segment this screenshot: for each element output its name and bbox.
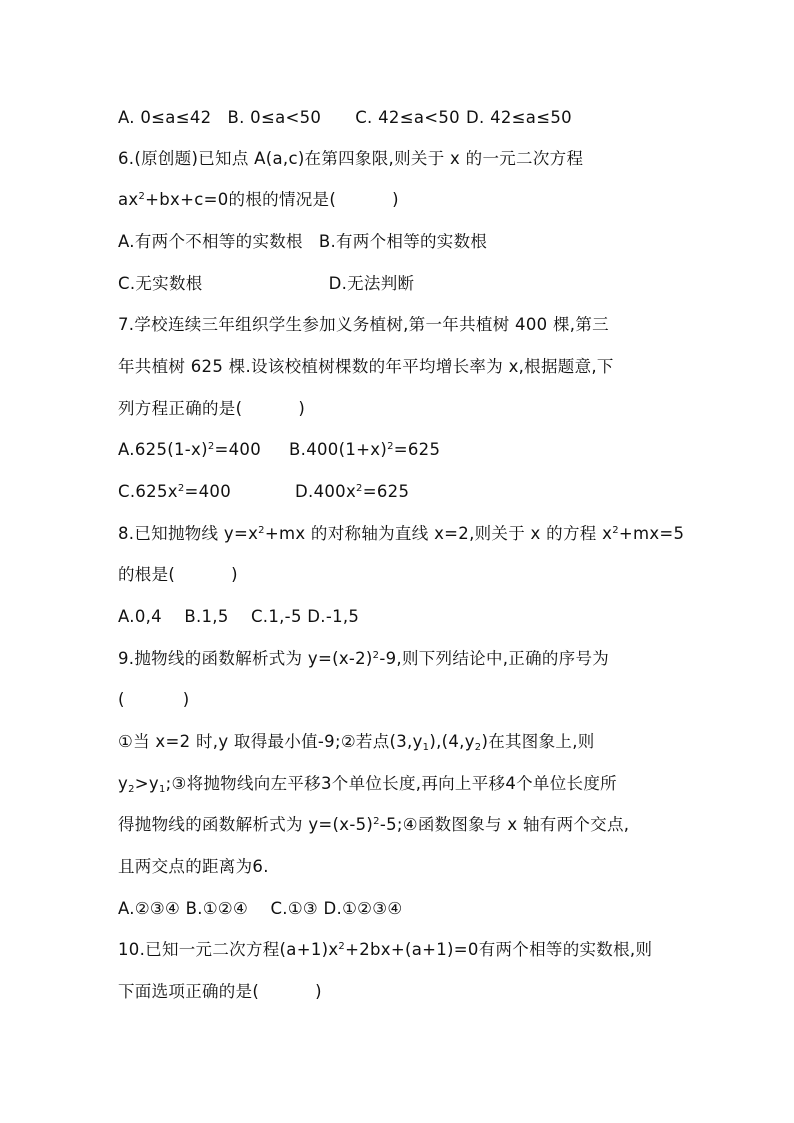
q7-option-d — [295, 482, 409, 501]
q7-line-1: 7.学校连续三年组织学生参加义务植树,第一年共植树 400 棵,第三 — [118, 315, 609, 334]
q8-exponent: 2 — [258, 525, 265, 536]
q9-subscript: 1 — [158, 784, 166, 795]
q10-exponent: 2 — [338, 941, 346, 952]
q5-option-c: C. 42≤a<50 — [355, 108, 460, 127]
q7-text: 列方程正确的是( — [118, 399, 243, 418]
q6-text: +bx+c=0的根的情况是( — [145, 190, 337, 209]
q6-option-a: A.有两个不相等的实数根 — [118, 232, 303, 251]
q7-option-c-exponent: 2 — [177, 483, 185, 494]
q10-text: +2bx+(a+1)=0有两个相等的实数根,则 — [345, 940, 653, 959]
q7-options-row-1 — [118, 438, 440, 462]
q9-text: ;③将抛物线向左平移3个单位长度,再向上平移4个单位长度所 — [165, 774, 617, 793]
q9-text: ),(4,y — [429, 732, 475, 751]
q9-text: ( — [118, 690, 125, 709]
q9-text: ①当 x=2 时,y 取得最小值-9;②若点(3,y — [118, 732, 423, 751]
q9-line-1 — [118, 647, 609, 671]
q9-text: 得抛物线的函数解析式为 y=(x-5) — [118, 815, 374, 834]
q7-text: ) — [298, 399, 306, 418]
q8-text: +mx 的对称轴为直线 x=2,则关于 x 的方程 x — [264, 524, 613, 543]
q9-subscript: 2 — [474, 742, 482, 753]
q9-subscript: 1 — [422, 742, 430, 753]
q6-line-2 — [118, 188, 399, 212]
q7-option-d-text: =625 — [362, 482, 410, 501]
q9-line-2 — [118, 688, 190, 712]
q8-line-1 — [118, 522, 684, 546]
q8-line-2 — [118, 563, 238, 587]
q10-text: 10.已知一元二次方程(a+1)x — [118, 940, 339, 959]
q9-text: y — [118, 774, 129, 793]
q7-option-d-text: D.400x — [295, 482, 357, 501]
q8-text: ) — [231, 565, 238, 584]
q10-line-1 — [118, 938, 652, 962]
q7-option-a-text: =400 — [214, 440, 262, 459]
q5-option-b: B. 0≤a<50 — [227, 108, 322, 127]
q6-option-c: C.无实数根 — [118, 274, 203, 293]
q8-text: 8.已知抛物线 y=x — [118, 524, 259, 543]
q7-line-2: 年共植树 625 棵.设该校植树棵数的年平均增长率为 x,根据题意,下 — [118, 357, 614, 376]
q7-option-a-text: A.625(1-x) — [118, 440, 208, 459]
q10-text: ) — [315, 982, 322, 1001]
q9-options: A.②③④ B.①②④ C.①③ D.①②③④ — [118, 899, 403, 918]
q7-option-a-exponent: 2 — [207, 441, 215, 452]
q8-text: +mx=5 — [618, 524, 685, 543]
q5-option-d: D. 42≤a≤50 — [465, 108, 572, 127]
q9-text: 9.抛物线的函数解析式为 y=(x-2) — [118, 649, 373, 668]
q9-exponent: 2 — [372, 650, 380, 661]
q9-line-5 — [118, 813, 629, 837]
q10-text: 下面选项正确的是( — [118, 982, 260, 1001]
q7-options-row-2 — [118, 480, 409, 504]
q9-text: -9,则下列结论中,正确的序号为 — [379, 649, 610, 668]
q9-line-4 — [118, 772, 617, 796]
q7-option-b-text: =625 — [393, 440, 441, 459]
q9-text: -5;④函数图象与 x 轴有两个交点, — [379, 815, 630, 834]
q7-option-c-text: C.625x — [118, 482, 178, 501]
q7-option-d-exponent: 2 — [356, 483, 363, 494]
q6-option-b: B.有两个相等的实数根 — [318, 232, 488, 251]
q7-option-c-text: =400 — [184, 482, 232, 501]
q6-options-row-1 — [118, 230, 487, 254]
q9-subscript: 2 — [128, 784, 135, 795]
q10-line-2 — [118, 980, 322, 1004]
q9-text: ) — [182, 690, 190, 709]
q9-text: )在其图象上,则 — [481, 732, 595, 751]
q5-option-a: A. 0≤a≤42 — [118, 108, 212, 127]
q9-line-6: 且两交点的距离为6. — [118, 857, 269, 876]
q9-line-3 — [118, 730, 595, 754]
q6-line-1: 6.(原创题)已知点 A(a,c)在第四象限,则关于 x 的一元二次方程 — [118, 149, 584, 168]
q6-text: ax — [118, 190, 139, 209]
q9-text: >y — [134, 774, 159, 793]
q7-option-b — [289, 440, 440, 459]
q8-exponent: 2 — [612, 525, 619, 536]
q8-options: A.0,4 B.1,5 C.1,-5 D.-1,5 — [118, 607, 360, 626]
q7-option-c — [118, 482, 231, 501]
q6-text: ) — [392, 190, 399, 209]
q7-line-3 — [118, 397, 305, 421]
q7-option-a — [118, 440, 261, 459]
q8-text: 的根是( — [118, 565, 176, 584]
q7-option-b-exponent: 2 — [387, 441, 394, 452]
q6-option-d: D.无法判断 — [328, 274, 415, 293]
q6-exponent: 2 — [138, 191, 146, 202]
q9-exponent: 2 — [373, 816, 380, 827]
q7-option-b-text: B.400(1+x) — [289, 440, 388, 459]
q6-options-row-2 — [118, 272, 414, 296]
q5-options — [118, 106, 572, 130]
